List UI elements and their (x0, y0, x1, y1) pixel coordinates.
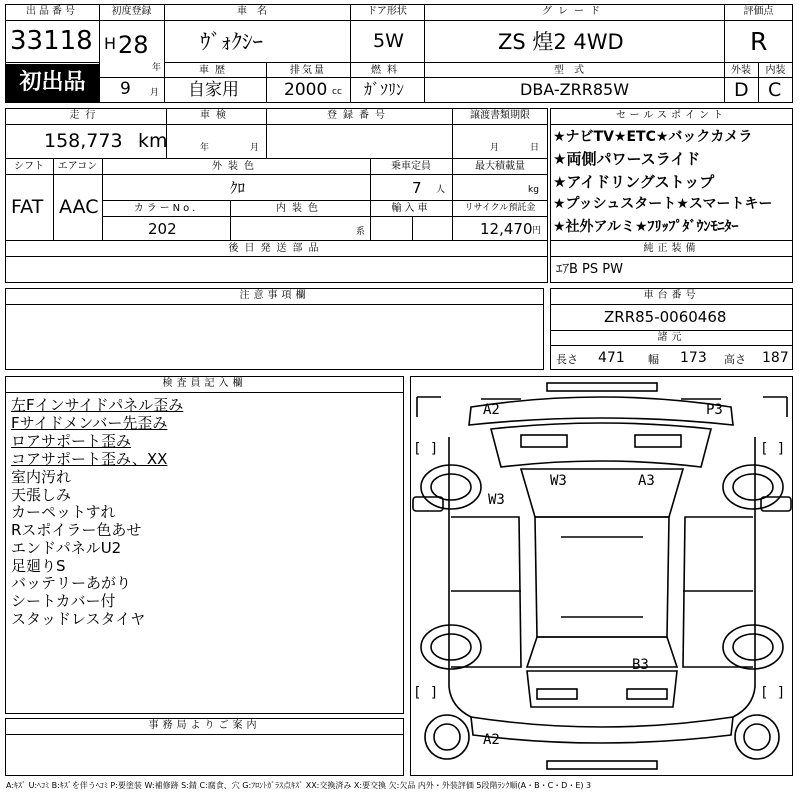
remark-9: エンドパネルU2 (11, 539, 122, 557)
registration-month: 9 (120, 79, 131, 99)
seating-label: 乗車定員 (391, 161, 431, 172)
sales-point-2: ★両側パワースライド (553, 150, 701, 168)
legend: A:ｷｽﾞ U:ﾍｺﾐ B:ｷｽﾞを伴うﾍｺﾐ P:要塗装 W:補修跡 S:錆 C:腐食、穴 G:ﾌﾛﾝﾄｶﾞﾗｽ点ｷｽﾞ XX:交換済み X:要交換 欠:欠品 内外・外装評価 5段階ﾗﾝｸ順(A・B・C・D・E) 3 (6, 781, 592, 790)
remark-11: バッテリーあがり (11, 574, 132, 592)
remark-2: Fサイドメンバー先歪み (11, 414, 168, 432)
damage-mark-rear: B3 (632, 657, 649, 673)
chassis-number-label: 車台番号 (643, 290, 700, 301)
car-name: ｳﾞｫｸｼｰ (200, 30, 263, 54)
transfer-month-unit: 月 (490, 143, 500, 153)
interior-grade: C (768, 79, 782, 101)
length: 471 (598, 350, 625, 366)
displacement: 2000 (284, 80, 328, 100)
model-code: DBA-ZRR85W (520, 80, 630, 99)
remark-13: スタッドレスタイヤ (11, 610, 146, 628)
history: 自家用 (188, 80, 239, 100)
recycle-label: リサイクル預託金 (464, 203, 536, 213)
interior-color-unit: 系 (356, 227, 366, 237)
sales-point-3: ★アイドリングストップ (553, 173, 715, 191)
exterior-color-label: 外装色 (212, 161, 260, 172)
import-label: 輸入車 (391, 203, 431, 214)
sales-point-1: ★ナビTV★ETC★バックカメラ (553, 129, 753, 145)
door-label: ドア形状 (367, 6, 407, 17)
inspection-year-unit: 年 (200, 143, 210, 153)
remark-1: 左Fインサイドパネル歪み (11, 396, 184, 414)
damage-mark-front-left: A2 (483, 402, 500, 418)
office-label: 事務局よりご案内 (148, 720, 261, 731)
kg-unit: kg (528, 185, 539, 195)
recycle-fee: 12,470 (480, 220, 533, 238)
mileage: 158,773 (44, 130, 123, 152)
bracket-left-upper: [ ] (413, 441, 439, 457)
height-label: 高さ (724, 353, 746, 366)
length-label: 長さ (556, 353, 578, 366)
remark-4: コアサポート歪み、XX (11, 450, 168, 468)
damage-mark-windshield-right: A3 (638, 473, 655, 489)
lot-number: 33118 (10, 26, 93, 56)
fuel: ｶﾞｿﾘﾝ (364, 80, 405, 99)
inspection-label: 車検 (200, 110, 232, 121)
remark-8: Rスポイラー色あせ (11, 521, 142, 539)
seating-capacity: 7 (412, 179, 422, 197)
specs-label: 諸元 (657, 332, 686, 343)
month-unit: 月 (150, 88, 160, 98)
km-unit: km (138, 130, 168, 152)
history-label: 車歴 (199, 65, 231, 76)
registration-number-label: 登録番号 (327, 110, 391, 121)
interior-label: 内装 (765, 65, 786, 76)
yen-unit: 円 (532, 226, 542, 236)
shift-label: シフト (14, 161, 44, 172)
color-number-label: カラーNo. (133, 203, 199, 214)
notes-label: 注意事項欄 (239, 290, 310, 301)
interior-color-label: 内装色 (276, 203, 324, 214)
damage-mark-left-door: W3 (488, 492, 505, 508)
grade: ZS 煌2 4WD (498, 30, 624, 54)
registration-year: 28 (118, 31, 149, 59)
equipment-label: 純正装備 (643, 243, 700, 254)
cc-unit: cc (332, 87, 342, 97)
exterior-label: 外装 (731, 65, 751, 76)
max-load-label: 最大積載量 (475, 161, 525, 172)
car-name-label: 車名 (237, 6, 277, 17)
seats-unit: 人 (436, 185, 446, 195)
width: 173 (680, 350, 707, 366)
score: R (750, 27, 768, 56)
width-label: 幅 (648, 353, 659, 366)
damage-mark-front-right: P3 (706, 402, 723, 418)
score-label: 評価点 (743, 6, 774, 17)
shift: FAT (11, 196, 44, 218)
bracket-right-upper: [ ] (760, 441, 786, 457)
model-label: 型式 (554, 65, 594, 76)
damage-mark-rear-bumper: A2 (483, 732, 500, 748)
fuel-label: 燃料 (371, 65, 403, 76)
bracket-left-lower: [ ] (413, 685, 439, 701)
sales-points-label: セールスポイント (615, 110, 728, 121)
height: 187 (762, 350, 789, 366)
inspection-month-unit: 月 (250, 143, 260, 153)
remark-3: ロアサポート歪み (11, 432, 132, 450)
inspector-label: 検査員記入欄 (162, 378, 247, 389)
color-number: 202 (148, 220, 177, 238)
first-registration-label: 初度登録 (111, 6, 152, 17)
damage-mark-windshield-left: W3 (550, 473, 567, 489)
sales-point-4: ★プッシュスタート★スマートキー (553, 196, 773, 212)
remark-10: 足廻りS (11, 557, 66, 575)
exterior-color: ｸﾛ (230, 179, 246, 197)
door-type: 5W (373, 30, 404, 52)
equipment: ｴｱB PS PW (556, 262, 623, 277)
remark-12: シートカバー付 (11, 592, 116, 610)
displacement-label: 排気量 (290, 65, 326, 76)
year-unit: 年 (152, 63, 162, 73)
first-listing-badge: 初出品 (6, 64, 99, 102)
car-damage-diagram (411, 377, 792, 775)
lot-number-label: 出品番号 (26, 6, 78, 17)
remark-5: 室内汚れ (11, 468, 72, 486)
later-parts-label: 後日発送部品 (228, 243, 325, 254)
sales-point-5: ★社外アルミ★ﾌﾘｯﾌﾟﾀﾞｳﾝﾓﾆﾀｰ (553, 219, 739, 235)
grade-label: グレード (542, 6, 606, 17)
mileage-label: 走行 (69, 110, 102, 121)
remark-6: 天張しみ (11, 486, 72, 504)
chassis-number: ZRR85-0060468 (604, 308, 727, 326)
era: H (104, 34, 117, 53)
transfer-deadline-label: 譲渡書類期限 (470, 110, 530, 121)
remark-7: カーペットすれ (11, 503, 116, 521)
exterior-grade: D (734, 79, 749, 101)
air-conditioner: AAC (59, 196, 99, 218)
bracket-right-lower: [ ] (760, 685, 786, 701)
transfer-day-unit: 日 (530, 143, 540, 153)
ac-label: エアコン (57, 161, 98, 172)
